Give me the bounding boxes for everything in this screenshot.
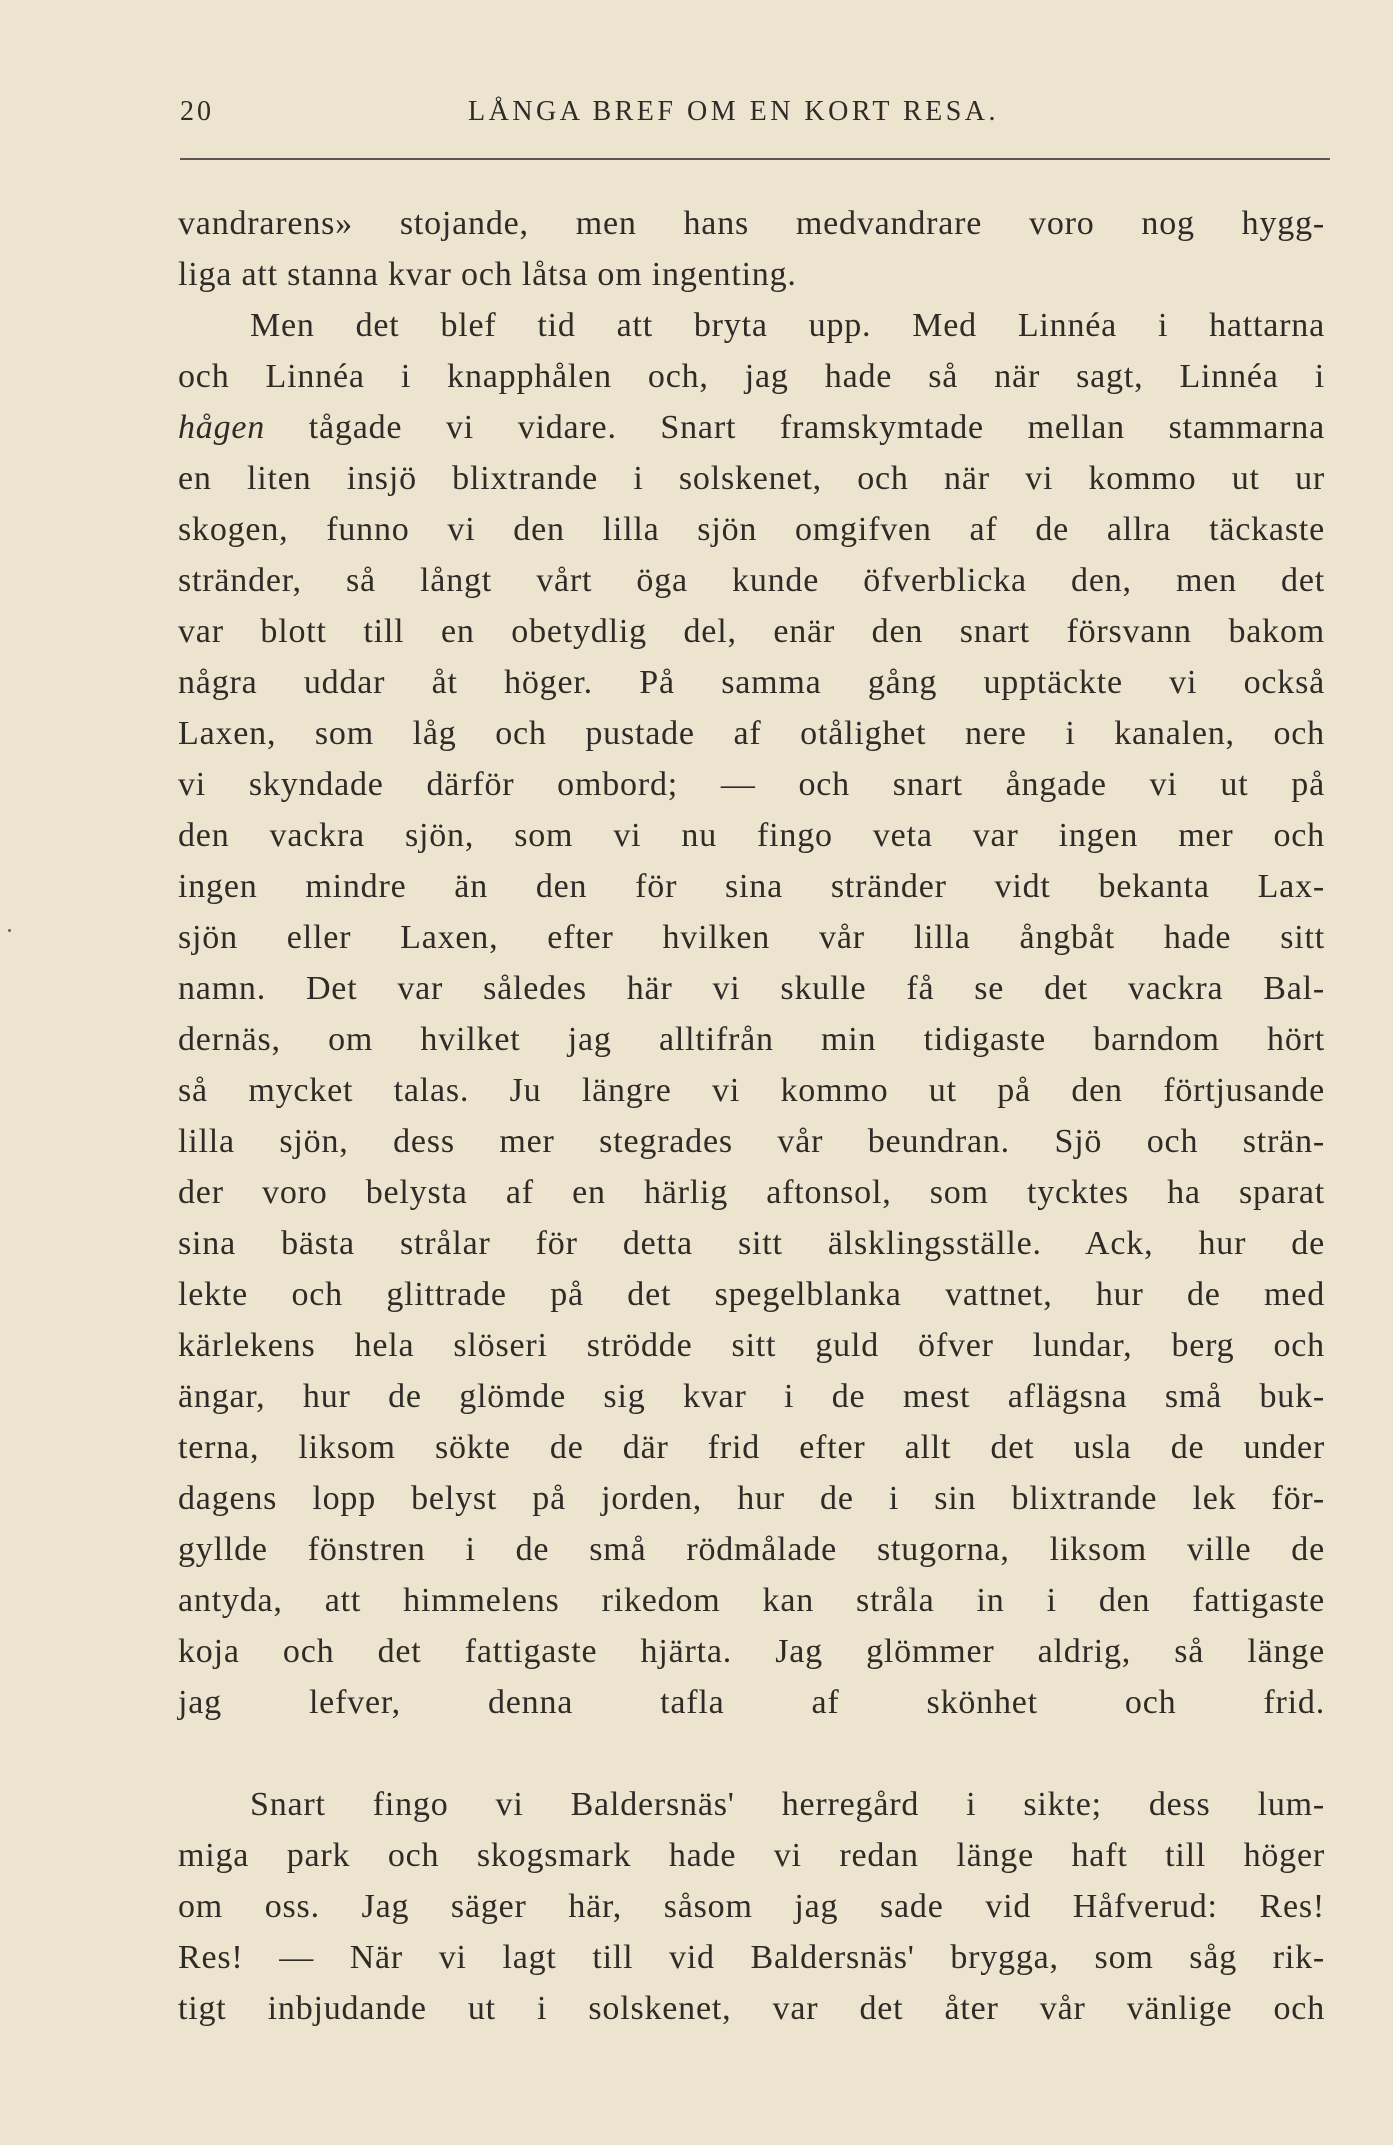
text-line: dernäs, om hvilket jag alltifrån min tidigaste barndom hört — [178, 1021, 1325, 1058]
text-line: der voro belysta af en härlig aftonsol, som tycktes ha sparat — [178, 1174, 1325, 1211]
text-line: jag lefver, denna tafla af skönhet och frid. — [178, 1684, 1325, 1721]
text-line: skogen, funno vi den lilla sjön omgifven af de allra täckaste — [178, 511, 1325, 548]
text-line: så mycket talas. Ju längre vi kommo ut på den förtjusande — [178, 1072, 1325, 1109]
text-line: var blott till en obetydlig del, enär den snart försvann bakom — [178, 613, 1325, 650]
running-head — [180, 96, 1330, 136]
text-line: några uddar åt höger. På samma gång upptäckte vi också — [178, 664, 1325, 701]
text-line: en liten insjö blixtrande i solskenet, och när vi kommo ut ur — [178, 460, 1325, 497]
text-line: den vackra sjön, som vi nu fingo veta var ingen mer och — [178, 817, 1325, 854]
text-line: gyllde fönstren i de små rödmålade stugorna, liksom ville de — [178, 1531, 1325, 1568]
text-line: namn. Det var således här vi skulle få se det vackra Bal- — [178, 970, 1325, 1007]
text-line: koja och det fattigaste hjärta. Jag glömmer aldrig, så länge — [178, 1633, 1325, 1670]
header-rule — [180, 158, 1330, 160]
text-line — [178, 402, 1325, 453]
text-line: lekte och glittrade på det spegelblanka vattnet, hur de med — [178, 1276, 1325, 1313]
italic-word: hågen — [178, 409, 266, 446]
text-line: antyda, att himmelens rikedom kan stråla in i den fattigaste — [178, 1582, 1325, 1619]
text-line: tigt inbjudande ut i solskenet, var det åter vår vänlige och — [178, 1990, 1325, 2027]
text-line: Men det blef tid att bryta upp. Med Linnéa i hattarna — [250, 307, 1325, 344]
text-line: stränder, så långt vårt öga kunde öfverblicka den, men det — [178, 562, 1325, 599]
text-line — [178, 1728, 1325, 1779]
text-line: Res! — När vi lagt till vid Baldersnäs' brygga, som såg rik- — [178, 1939, 1325, 1976]
margin-speck — [8, 929, 11, 932]
text-line: vi skyndade därför ombord; — och snart ångade vi ut på — [178, 766, 1325, 803]
text-line: sina bästa strålar för detta sitt älsklingsställe. Ack, hur de — [178, 1225, 1325, 1262]
text-line: om oss. Jag säger här, såsom jag sade vid Håfverud: Res! — [178, 1888, 1325, 1925]
text-line: liga att stanna kvar och låtsa om ingenting. — [178, 256, 797, 293]
text-line: dagens lopp belyst på jorden, hur de i sin blixtrande lek för- — [178, 1480, 1325, 1517]
text-line: ängar, hur de glömde sig kvar i de mest aflägsna små buk- — [178, 1378, 1325, 1415]
text-line: vandrarens» stojande, men hans medvandrare voro nog hygg- — [178, 205, 1325, 242]
text-line: och Linnéa i knapphålen och, jag hade så när sagt, Linnéa i — [178, 358, 1325, 395]
text-line: terna, liksom sökte de där frid efter allt det usla de under — [178, 1429, 1325, 1466]
text-line: miga park och skogsmark hade vi redan länge haft till höger — [178, 1837, 1325, 1874]
text-line: sjön eller Laxen, efter hvilken vår lilla ångbåt hade sitt — [178, 919, 1325, 956]
page-number: 20 — [180, 96, 214, 127]
text-line: Laxen, som låg och pustade af otålighet nere i kanalen, och — [178, 715, 1325, 752]
text-line: kärlekens hela slöseri strödde sitt guld öfver lundar, berg och — [178, 1327, 1325, 1364]
text-fragment: tågade vi vidare. Snart framskymtade mellan stammarna — [308, 409, 1325, 446]
text-line: Snart fingo vi Baldersnäs' herregård i sikte; dess lum- — [250, 1786, 1325, 1823]
body-text — [178, 198, 1325, 2034]
text-line: lilla sjön, dess mer stegrades vår beundran. Sjö och strän- — [178, 1123, 1325, 1160]
text-line: ingen mindre än den för sina stränder vidt bekanta Lax- — [178, 868, 1325, 905]
running-title: LÅNGA BREF OM EN KORT RESA. — [468, 96, 1000, 127]
